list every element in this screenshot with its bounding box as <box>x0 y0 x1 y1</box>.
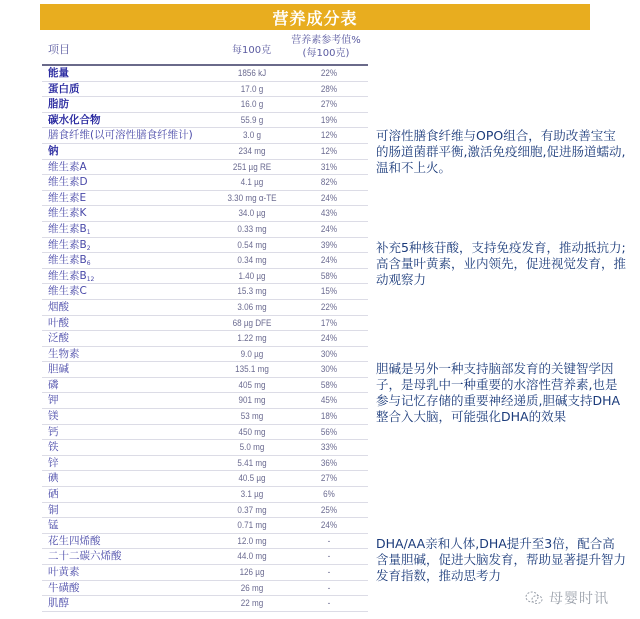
table-row <box>42 440 368 456</box>
nutrient-name <box>48 114 101 127</box>
amount-per-100g: 53 mg <box>240 411 264 423</box>
header-nrv-line2: (每100克) <box>302 48 350 59</box>
nutrient-name <box>48 488 59 501</box>
amount-per-100g: 9.0 µg <box>240 348 264 360</box>
wechat-icon <box>525 591 543 605</box>
nutrient-name <box>48 410 59 423</box>
table-row <box>42 362 368 378</box>
table-row <box>42 456 368 472</box>
nutrient-name-text: 维生素C <box>48 285 87 298</box>
nrv-percent: 19% <box>320 114 338 126</box>
amount-per-100g: 34.0 µg <box>238 208 266 220</box>
table-row <box>42 471 368 487</box>
nutrient-name-text: 碳水化合物 <box>48 113 101 126</box>
amount-per-100g: 5.41 mg <box>237 457 267 469</box>
nrv-percent: 12% <box>320 130 338 142</box>
table-row <box>42 97 368 113</box>
header-per-100g: 每100克 <box>232 45 272 56</box>
table-row <box>42 409 368 425</box>
nutrient-name <box>48 223 91 239</box>
nrv-percent: 56% <box>320 426 338 438</box>
nrv-percent: - <box>327 567 331 578</box>
amount-per-100g: 0.71 mg <box>237 520 267 532</box>
nutrient-name <box>48 161 87 174</box>
nrv-percent: - <box>327 551 331 563</box>
nutrient-name-text: 膳食纤维(以可溶性膳食纤维计) <box>48 129 193 142</box>
nutrient-name <box>48 348 80 361</box>
nutrient-subscript: 2 <box>86 244 91 252</box>
nrv-percent: 12% <box>320 145 338 157</box>
nutrient-name-text: 锌 <box>48 456 59 469</box>
amount-per-100g: 1856 kJ <box>237 68 267 79</box>
nrv-percent: - <box>327 582 331 594</box>
nrv-percent: 58% <box>320 379 338 391</box>
amount-per-100g: 4.1 µg <box>240 177 264 189</box>
nutrient-name-text: 能量 <box>48 67 69 79</box>
amount-per-100g: 405 mg <box>238 379 266 391</box>
table-row <box>42 331 368 347</box>
amount-per-100g: 44.0 mg <box>237 551 267 563</box>
nutrient-name <box>48 363 69 376</box>
nutrient-name-text: 叶酸 <box>48 316 69 329</box>
nutrient-name-text: 碘 <box>48 472 59 485</box>
nrv-percent: 36% <box>320 457 338 469</box>
table-row <box>42 175 368 191</box>
nutrient-name <box>48 129 193 142</box>
nutrient-name-text: 维生素B <box>48 222 87 235</box>
amount-per-100g: 22 mg <box>240 598 264 610</box>
nutrient-subscript: 6 <box>86 260 91 268</box>
table-row <box>42 113 368 129</box>
amount-per-100g: 0.34 mg <box>237 255 267 267</box>
nrv-percent: 28% <box>320 83 338 95</box>
amount-per-100g: 40.5 µg <box>238 473 266 485</box>
nutrient-name-text: 钾 <box>48 394 59 407</box>
nutrient-name <box>48 566 80 579</box>
amount-per-100g: 901 mg <box>238 395 266 407</box>
amount-per-100g: 3.1 µg <box>240 489 264 501</box>
nutrient-subscript: 12 <box>86 275 95 283</box>
nutrient-name-text: 维生素A <box>48 160 87 173</box>
watermark-text: 母婴时讯 <box>549 591 609 607</box>
nutrient-name <box>48 441 59 454</box>
table-row <box>42 160 368 176</box>
nrv-percent: 24% <box>320 223 338 235</box>
nrv-percent: 30% <box>320 348 338 360</box>
nrv-percent: 15% <box>320 286 338 298</box>
nutrient-name-text: 锰 <box>48 519 59 532</box>
table-row <box>42 549 368 565</box>
table-row <box>42 565 368 581</box>
header-nrv <box>284 34 368 60</box>
nutrient-name-text: 脂肪 <box>48 98 69 111</box>
nutrient-name-text: 胆碱 <box>48 363 69 376</box>
nutrition-table <box>42 33 368 612</box>
amount-per-100g: 0.37 mg <box>237 504 267 516</box>
nutrient-name <box>48 317 69 330</box>
table-row <box>42 82 368 98</box>
nutrient-name <box>48 332 69 345</box>
annotation-note: 可溶性膳食纤维与OPO组合，有助改善宝宝的肠道菌群平衡,激活免疫细胞,促进肠道蠕动,温和不上火。 <box>376 128 626 175</box>
amount-per-100g: 15.3 mg <box>237 286 267 298</box>
nutrient-name <box>48 379 59 392</box>
nutrient-name-text: 铜 <box>48 503 59 516</box>
amount-per-100g: 3.30 mg α-TE <box>227 192 277 204</box>
table-row <box>42 487 368 503</box>
table-row <box>42 393 368 409</box>
table-row <box>42 284 368 300</box>
nutrient-name-text: 钙 <box>48 425 59 438</box>
amount-per-100g: 16.0 g <box>240 99 264 111</box>
table-row <box>42 269 368 285</box>
nrv-percent: 24% <box>320 333 338 345</box>
table-row <box>42 206 368 222</box>
nutrient-name-text: 维生素D <box>48 176 88 189</box>
nrv-percent: 22% <box>320 68 338 79</box>
nutrient-name-text: 烟酸 <box>48 300 69 313</box>
amount-per-100g: 68 µg DFE <box>232 317 272 329</box>
nutrient-name <box>48 426 59 439</box>
nrv-percent: 58% <box>320 270 338 282</box>
amount-per-100g: 12.0 mg <box>237 535 267 547</box>
nutrient-name-text: 维生素K <box>48 207 87 220</box>
annotation-note: DHA/AA亲和人体,DHA提升至3倍，配合高含量胆碱，促进大脑发育，帮助显著提升智力发育指数，推动思考力 <box>376 536 627 583</box>
nutrient-name-text: 维生素B <box>48 238 87 251</box>
nutrient-name-text: 维生素B <box>48 254 87 267</box>
nrv-percent: 39% <box>320 239 338 251</box>
nutrient-name-text: 花生四烯酸 <box>48 534 101 547</box>
nutrient-name-text: 钠 <box>48 144 59 157</box>
table-row <box>42 191 368 207</box>
nutrient-name <box>48 192 86 205</box>
table-row <box>42 222 368 238</box>
table-row <box>42 128 368 144</box>
nrv-percent: 82% <box>320 177 338 189</box>
nrv-percent: 24% <box>320 520 338 532</box>
nrv-percent: 17% <box>320 317 338 329</box>
table-body <box>42 66 368 612</box>
nutrient-name <box>48 254 91 270</box>
table-row <box>42 316 368 332</box>
table-row <box>42 503 368 519</box>
nrv-percent: 45% <box>320 395 338 407</box>
watermark <box>525 588 609 608</box>
nrv-percent: 6% <box>323 489 335 501</box>
nutrient-name <box>48 67 69 80</box>
amount-per-100g: 1.40 µg <box>238 270 266 282</box>
nrv-percent: 22% <box>320 301 338 313</box>
nutrient-name-text: 维生素B <box>48 269 87 282</box>
amount-per-100g: 5.0 mg <box>239 442 265 454</box>
nutrient-name <box>48 582 80 595</box>
nutrient-name <box>48 394 59 407</box>
amount-per-100g: 3.0 g <box>243 130 261 142</box>
table-row <box>42 425 368 441</box>
nrv-percent: 25% <box>320 504 338 516</box>
nrv-percent: 27% <box>320 99 338 111</box>
table-row <box>42 518 368 534</box>
table-row <box>42 253 368 269</box>
amount-per-100g: 450 mg <box>238 426 266 438</box>
amount-per-100g: 26 mg <box>240 582 264 594</box>
title-banner <box>40 4 590 30</box>
nutrient-name <box>48 270 94 286</box>
nrv-percent: 24% <box>320 255 338 267</box>
amount-per-100g: 135.1 mg <box>235 364 269 376</box>
header-nrv-line1: 营养素参考值% <box>291 35 361 46</box>
nrv-percent: 31% <box>320 161 338 173</box>
nutrient-name <box>48 301 69 314</box>
nutrient-name-text: 磷 <box>48 378 59 391</box>
nutrient-name-text: 镁 <box>48 410 59 423</box>
nutrient-name <box>48 597 69 610</box>
table-row <box>42 238 368 254</box>
amount-per-100g: 0.54 mg <box>237 239 267 251</box>
nutrient-name <box>48 239 91 255</box>
amount-per-100g: 126 µg <box>239 567 265 578</box>
amount-per-100g: 1.22 mg <box>237 333 267 345</box>
nrv-percent: 27% <box>320 473 338 485</box>
nutrient-name <box>48 98 69 111</box>
nutrient-name-text: 泛酸 <box>48 332 69 345</box>
nutrient-name <box>48 472 59 485</box>
amount-per-100g: 251 µg RE <box>232 161 272 173</box>
nutrient-name-text: 铁 <box>48 441 59 454</box>
nrv-percent: 33% <box>320 442 338 454</box>
nutrient-name <box>48 535 101 548</box>
amount-per-100g: 234 mg <box>238 145 266 157</box>
nutrient-name-text: 肌醇 <box>48 597 69 610</box>
amount-per-100g: 17.0 g <box>240 83 264 95</box>
amount-per-100g: 3.06 mg <box>237 301 267 313</box>
nrv-percent: - <box>327 535 331 547</box>
table-row <box>42 534 368 550</box>
nutrient-subscript: 1 <box>86 228 91 236</box>
page-title: 营养成分表 <box>272 8 358 28</box>
header-item: 项目 <box>48 43 70 56</box>
nutrient-name <box>48 550 122 563</box>
nrv-percent: 18% <box>320 411 338 423</box>
nutrient-name <box>48 285 87 298</box>
nutrient-name <box>48 176 88 189</box>
nrv-percent: 30% <box>320 364 338 376</box>
table-row <box>42 378 368 394</box>
table-row <box>42 596 368 612</box>
nutrient-name <box>48 83 80 96</box>
nutrient-name-text: 牛磺酸 <box>48 581 80 594</box>
table-header <box>42 33 368 66</box>
nutrient-name <box>48 145 59 158</box>
annotation-note: 补充5种核苷酸，支持免疫发育，推动抵抗力;高含量叶黄素，业内领先，促进视觉发育，推动观察力 <box>376 240 627 287</box>
amount-per-100g: 0.33 mg <box>237 223 267 235</box>
table-row <box>42 66 368 82</box>
nutrient-name <box>48 504 59 517</box>
nutrient-name-text: 叶黄素 <box>48 566 80 578</box>
table-row <box>42 300 368 316</box>
table-row <box>42 144 368 160</box>
nutrient-name <box>48 519 59 532</box>
table-row <box>42 581 368 597</box>
nutrient-name-text: 硒 <box>48 488 59 501</box>
nrv-percent: - <box>327 598 331 610</box>
table-row <box>42 347 368 363</box>
nutrient-name-text: 维生素E <box>48 191 87 204</box>
nutrient-name-text: 二十二碳六烯酸 <box>48 550 122 563</box>
nutrient-name-text: 生物素 <box>48 347 80 360</box>
nrv-percent: 24% <box>320 192 338 204</box>
amount-per-100g: 55.9 g <box>240 114 264 126</box>
nutrient-name-text: 蛋白质 <box>48 82 80 95</box>
nutrient-name <box>48 457 59 470</box>
nutrient-name <box>48 207 86 220</box>
annotation-note: 胆碱是另外一种支持脑部发育的关键智学因子，是母乳中一种重要的水溶性营养素,也是参与记忆存储的重要神经递质,胆碱支持DHA整合入大脑，可能强化DHA的效果 <box>376 361 621 424</box>
nrv-percent: 43% <box>320 208 338 220</box>
